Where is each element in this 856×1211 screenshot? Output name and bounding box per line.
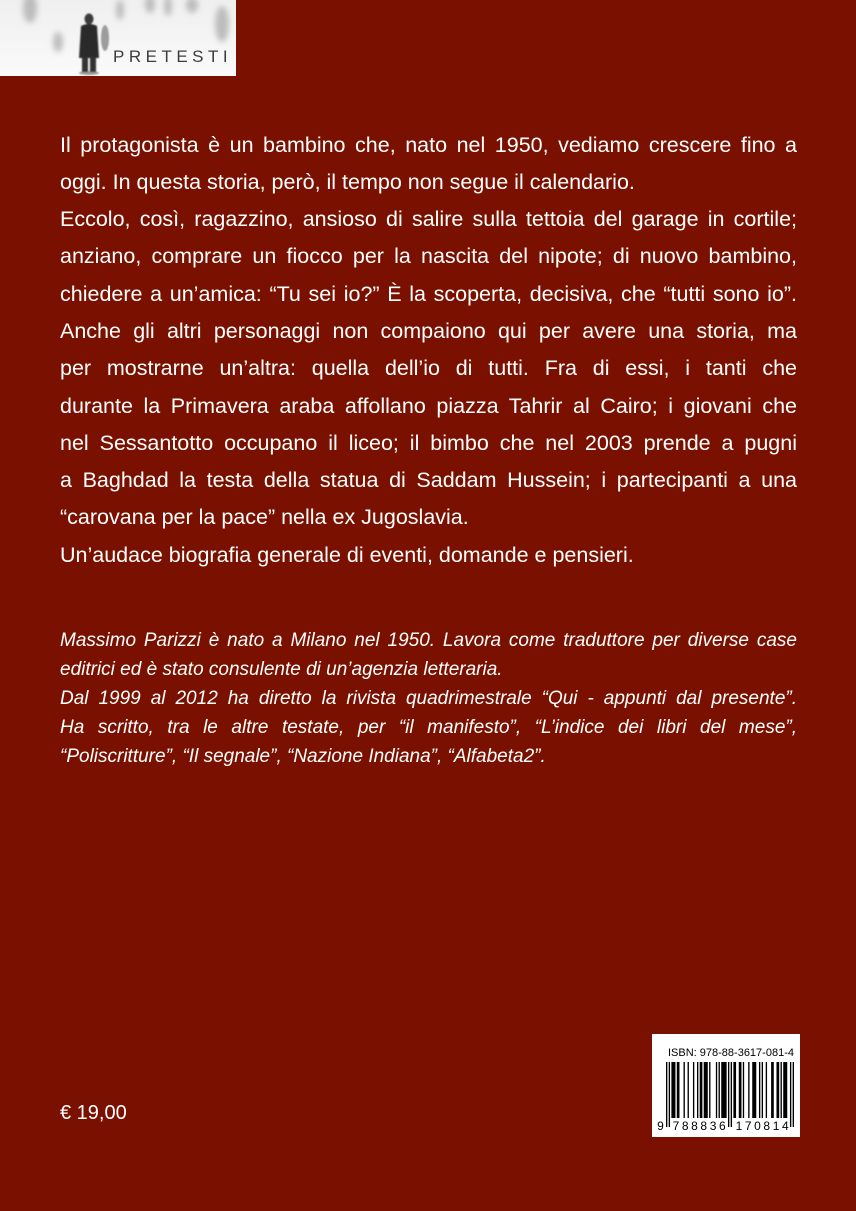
passerby-figure xyxy=(215,6,229,42)
description-paragraph xyxy=(60,313,797,537)
barcode-bar xyxy=(688,1062,689,1118)
passerby-figure xyxy=(116,0,124,20)
author-bio xyxy=(60,626,797,771)
description-line: Eccolo, così, ragazzino, ansioso di salire sulla tettoia del garage in cortile; xyxy=(60,207,797,232)
description-line: “carovana per la pace” nella ex Jugoslavia. xyxy=(60,505,469,530)
ean-right-digits: 170814 xyxy=(735,1119,792,1133)
barcode-bar xyxy=(776,1062,779,1118)
ean13-barcode xyxy=(666,1062,794,1127)
barcode-guard-bar xyxy=(793,1062,794,1127)
ean-left-digits: 788836 xyxy=(672,1119,729,1133)
isbn-barcode-panel xyxy=(652,1034,800,1137)
barcode-bar xyxy=(762,1062,763,1118)
bio-line: “Poliscritture”, “Il segnale”, “Nazione Indiana”, “Alfabeta2”. xyxy=(60,745,546,767)
description-line: durante la Primavera araba affollano piazza Tahrir al Cairo; i giovani che xyxy=(60,393,797,418)
description-line: Il protagonista è un bambino che, nato nel 1950, vediamo crescere fino a xyxy=(60,132,797,157)
barcode-guard-bar xyxy=(669,1062,670,1127)
description-line: Un’audace biografia generale di eventi, domande e pensieri. xyxy=(60,542,634,567)
barcode-bar xyxy=(697,1062,698,1118)
isbn-label: ISBN: 978-88-3617-081-4 xyxy=(668,1046,794,1059)
barcode-bar xyxy=(759,1062,760,1118)
background-figure xyxy=(101,25,109,51)
passerby-figure xyxy=(53,32,63,52)
description-line: a Baghdad la testa della statua di Saddam Hussein; i partecipanti a una xyxy=(60,468,797,493)
description-line: oggi. In questa storia, però, il tempo non segue il calendario. xyxy=(60,169,635,194)
description-paragraph xyxy=(60,201,797,313)
barcode-bar xyxy=(739,1062,742,1118)
barcode-bar xyxy=(783,1062,787,1118)
ean-first-digit: 9 xyxy=(657,1119,664,1133)
barcode-bar xyxy=(704,1062,708,1118)
bio-line: editrici ed è stato consulente di un’agenzia letteraria. xyxy=(60,658,503,680)
barcode-bar xyxy=(743,1062,744,1118)
description-line: Anche gli altri personaggi non compaiono qui per avere una storia, ma xyxy=(60,318,797,343)
description-paragraph xyxy=(60,127,797,202)
description-line: anziano, comprare un fiocco per la nascita del nipote; di nuovo bambino, xyxy=(60,244,797,269)
series-cover-photo xyxy=(0,0,236,76)
price-label: € 19,00 xyxy=(60,1102,127,1124)
barcode-bar xyxy=(671,1062,675,1118)
barcode-bar xyxy=(752,1062,756,1118)
barcode-bar xyxy=(684,1062,685,1118)
barcode-bar xyxy=(693,1062,694,1118)
barcode-bar xyxy=(766,1062,767,1118)
barcode-bar xyxy=(781,1062,782,1118)
bio-line: Massimo Parizzi è nato a Milano nel 1950. Lavora come traduttore per diverse case xyxy=(60,629,797,651)
bio-paragraph xyxy=(60,713,797,771)
series-name: PRETESTI xyxy=(113,47,233,66)
barcode-bar xyxy=(771,1062,774,1118)
description-paragraph xyxy=(60,537,797,574)
barcode-bar xyxy=(716,1062,717,1118)
description-line: chiedere a un’amica: “Tu sei io?” È la scoperta, decisiva, che “tutti sono io”. xyxy=(60,281,797,306)
description-line: nel Sessantotto occupano il liceo; il bimbo che nel 2003 prende a pugni xyxy=(60,430,797,455)
barcode-guard-bar xyxy=(731,1062,732,1127)
barcode-bar xyxy=(733,1062,736,1118)
barcode-bar xyxy=(677,1062,680,1118)
barcode-bar xyxy=(748,1062,749,1118)
barcode-bar xyxy=(700,1062,703,1118)
bio-line: Ha scritto, tra le altre testate, per “il manifesto”, “L’indice dei libri del mese”, xyxy=(60,716,797,738)
bio-line: Dal 1999 al 2012 ha diretto la rivista quadrimestrale “Qui - appunti dal presente”. xyxy=(60,687,797,709)
barcode-guard-bar xyxy=(728,1062,729,1127)
bio-paragraph xyxy=(60,626,797,684)
barcode-bar xyxy=(721,1062,726,1118)
description-line: per mostrarne un’altra: quella dell’io di tutti. Fra di essi, i tanti che xyxy=(60,356,797,381)
book-description xyxy=(60,127,797,575)
barcode-guard-bar xyxy=(790,1062,791,1127)
barcode-guard-bar xyxy=(666,1062,667,1127)
barcode-bar xyxy=(709,1062,710,1118)
barcode-bar xyxy=(719,1062,720,1118)
bio-paragraph xyxy=(60,684,797,713)
